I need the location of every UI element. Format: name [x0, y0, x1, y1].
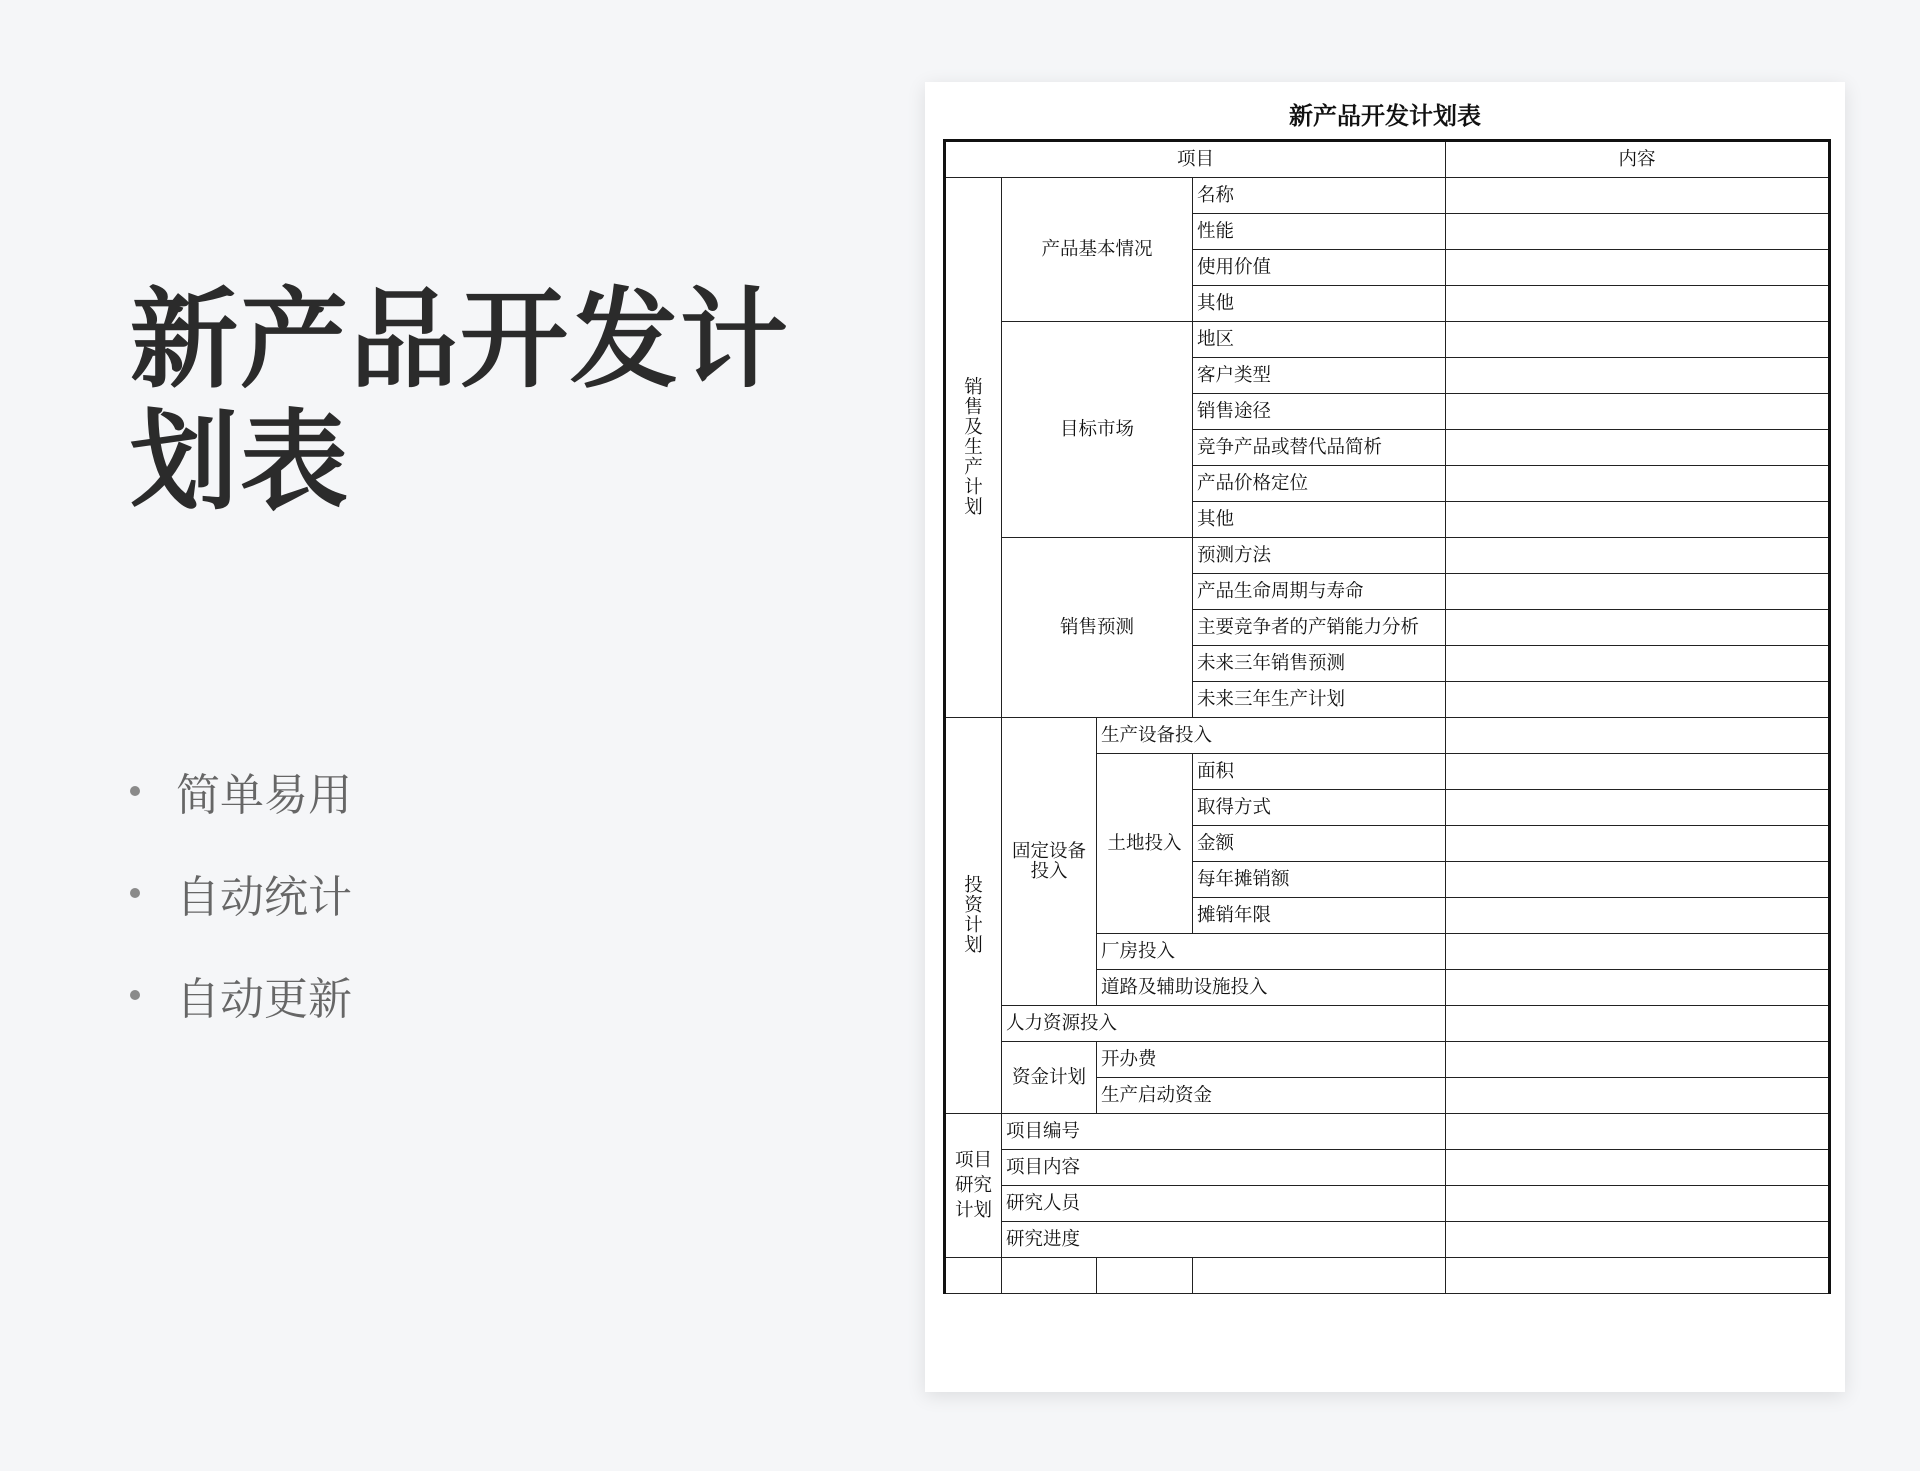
content-cell[interactable]	[1446, 718, 1830, 754]
content-cell[interactable]	[1446, 862, 1830, 898]
content-cell[interactable]	[1446, 610, 1830, 646]
item-label: 其他	[1193, 502, 1446, 538]
feature-item	[130, 740, 352, 842]
item-label: 金额	[1193, 826, 1446, 862]
table-row	[945, 1222, 1830, 1258]
feature-label: 简单易用	[176, 770, 352, 821]
content-cell[interactable]	[1446, 790, 1830, 826]
blank-cell	[1002, 1258, 1097, 1294]
header-content: 内容	[1446, 141, 1830, 178]
item-label: 每年摊销额	[1193, 862, 1446, 898]
group-basic: 产品基本情况	[1002, 178, 1193, 322]
content-cell[interactable]	[1446, 1114, 1830, 1150]
item-label: 竞争产品或替代品简析	[1193, 430, 1446, 466]
blank-cell	[1446, 1258, 1830, 1294]
table-row	[945, 1150, 1830, 1186]
table-row-cutoff	[945, 1258, 1830, 1294]
item-label: 生产设备投入	[1097, 718, 1446, 754]
content-cell[interactable]	[1446, 1006, 1830, 1042]
section-research: 项目 研究 计划	[945, 1114, 1002, 1258]
content-cell[interactable]	[1446, 502, 1830, 538]
header-project: 项目	[945, 141, 1446, 178]
feature-label: 自动更新	[176, 974, 352, 1025]
item-label: 地区	[1193, 322, 1446, 358]
item-label: 项目内容	[1002, 1150, 1446, 1186]
content-cell[interactable]	[1446, 466, 1830, 502]
table-row	[945, 538, 1830, 574]
item-label: 开办费	[1097, 1042, 1446, 1078]
table-row	[945, 1186, 1830, 1222]
group-land: 土地投入	[1097, 754, 1193, 934]
bullet-dot-icon	[130, 888, 140, 898]
feature-list	[130, 740, 352, 1046]
content-cell[interactable]	[1446, 286, 1830, 322]
item-label: 主要竞争者的产销能力分析	[1193, 610, 1446, 646]
table-row	[945, 1042, 1830, 1078]
feature-item	[130, 842, 352, 944]
bullet-dot-icon	[130, 786, 140, 796]
content-cell[interactable]	[1446, 214, 1830, 250]
document-preview	[925, 82, 1845, 1392]
content-cell[interactable]	[1446, 898, 1830, 934]
table-row	[945, 178, 1830, 214]
content-cell[interactable]	[1446, 826, 1830, 862]
blank-cell	[1097, 1258, 1193, 1294]
content-cell[interactable]	[1446, 322, 1830, 358]
item-label: 其他	[1193, 286, 1446, 322]
section-investment	[945, 718, 1002, 1114]
content-cell[interactable]	[1446, 1150, 1830, 1186]
item-label: 产品生命周期与寿命	[1193, 574, 1446, 610]
item-label: 摊销年限	[1193, 898, 1446, 934]
content-cell[interactable]	[1446, 430, 1830, 466]
item-label: 研究人员	[1002, 1186, 1446, 1222]
content-cell[interactable]	[1446, 250, 1830, 286]
item-label: 名称	[1193, 178, 1446, 214]
item-label: 生产启动资金	[1097, 1078, 1446, 1114]
section-sales	[945, 178, 1002, 718]
item-label: 取得方式	[1193, 790, 1446, 826]
item-label: 销售途径	[1193, 394, 1446, 430]
item-label: 预测方法	[1193, 538, 1446, 574]
group-forecast: 销售预测	[1002, 538, 1193, 718]
content-cell[interactable]	[1446, 646, 1830, 682]
feature-item	[130, 944, 352, 1046]
feature-label: 自动统计	[176, 872, 352, 923]
item-label: 客户类型	[1193, 358, 1446, 394]
sheet-title: 新产品开发计划表	[1289, 101, 1481, 130]
item-label: 使用价值	[1193, 250, 1446, 286]
table-row	[945, 718, 1830, 754]
item-label: 产品价格定位	[1193, 466, 1446, 502]
group-market: 目标市场	[1002, 322, 1193, 538]
table-row	[945, 1114, 1830, 1150]
content-cell[interactable]	[1446, 754, 1830, 790]
blank-cell	[945, 1258, 1002, 1294]
item-label: 未来三年生产计划	[1193, 682, 1446, 718]
item-label: 道路及辅助设施投入	[1097, 970, 1446, 1006]
table-row	[945, 1006, 1830, 1042]
content-cell[interactable]	[1446, 574, 1830, 610]
section-label: 销 售 及 生 产 计 划	[964, 376, 983, 518]
item-label: 人力资源投入	[1002, 1006, 1446, 1042]
blank-cell	[1193, 1258, 1446, 1294]
content-cell[interactable]	[1446, 1042, 1830, 1078]
content-cell[interactable]	[1446, 682, 1830, 718]
content-cell[interactable]	[1446, 1222, 1830, 1258]
item-label: 项目编号	[1002, 1114, 1446, 1150]
section-label: 投 资 计 划	[964, 874, 983, 956]
item-label: 性能	[1193, 214, 1446, 250]
item-label: 厂房投入	[1097, 934, 1446, 970]
content-cell[interactable]	[1446, 394, 1830, 430]
item-label: 面积	[1193, 754, 1446, 790]
item-label: 研究进度	[1002, 1222, 1446, 1258]
hero-title: 新产品开发计划表	[130, 278, 791, 525]
content-cell[interactable]	[1446, 970, 1830, 1006]
table-row	[945, 322, 1830, 358]
item-label: 未来三年销售预测	[1193, 646, 1446, 682]
content-cell[interactable]	[1446, 1078, 1830, 1114]
plan-table	[943, 139, 1831, 1294]
bullet-dot-icon	[130, 990, 140, 1000]
group-fixed: 固定设备 投入	[1002, 718, 1097, 1006]
content-cell[interactable]	[1446, 1186, 1830, 1222]
table-header-row	[945, 141, 1830, 178]
content-cell[interactable]	[1446, 538, 1830, 574]
content-cell[interactable]	[1446, 178, 1830, 214]
content-cell[interactable]	[1446, 358, 1830, 394]
content-cell[interactable]	[1446, 934, 1830, 970]
group-funds: 资金计划	[1002, 1042, 1097, 1114]
